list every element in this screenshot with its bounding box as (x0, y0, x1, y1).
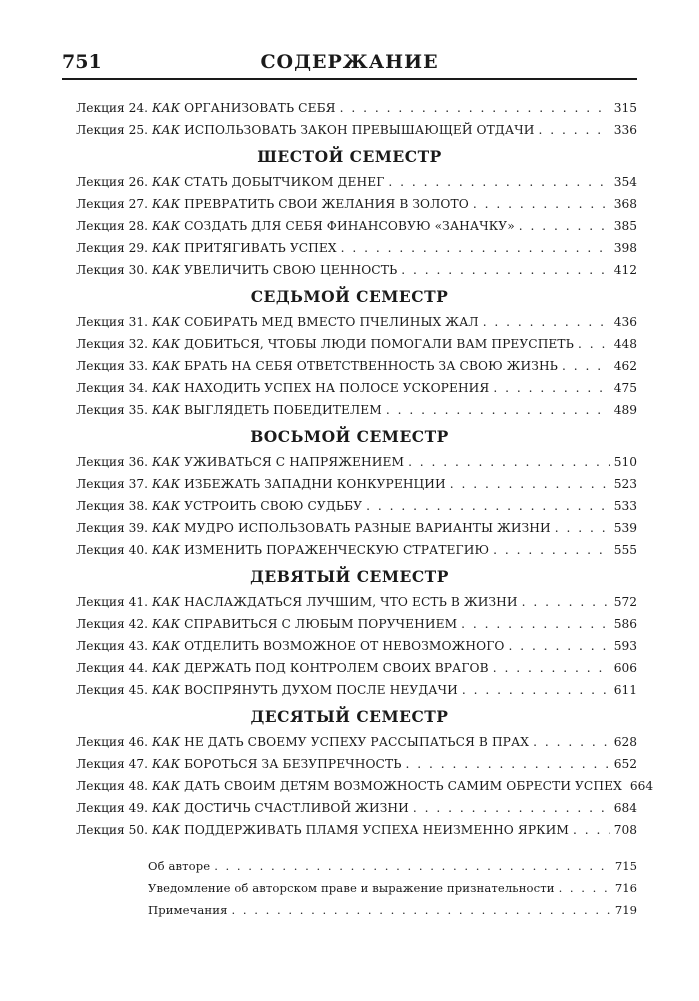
lecture-title: ИСПОЛЬЗОВАТЬ ЗАКОН ПРЕВЫШАЮЩЕЙ ОТДАЧИ (184, 123, 535, 137)
lecture-title: ИЗБЕЖАТЬ ЗАПАДНИ КОНКУРЕНЦИИ (184, 477, 446, 491)
page-ref: 716 (614, 881, 637, 895)
lecture-label: Лекция 28. (76, 219, 148, 233)
page-ref: 385 (613, 219, 637, 233)
lecture-title: ПРИТЯГИВАТЬ УСПЕХ (184, 241, 337, 255)
dot-leader (408, 451, 610, 473)
kak-prefix: КАК (152, 219, 181, 233)
toc-entry[interactable] (62, 473, 637, 495)
semester-heading: СЕДЬМОЙ СЕМЕСТР (250, 287, 449, 306)
table-of-contents (62, 97, 654, 921)
lecture-label: Лекция 29. (76, 241, 148, 255)
semester-heading: ДЕСЯТЫЙ СЕМЕСТР (250, 707, 449, 726)
kak-prefix: КАК (152, 263, 181, 277)
toc-entry[interactable] (62, 657, 637, 679)
dot-leader (473, 193, 610, 215)
dot-leader (562, 355, 610, 377)
page-ref: 539 (613, 521, 637, 535)
page-ref: 611 (613, 683, 637, 697)
page-ref: 533 (613, 499, 637, 513)
lecture-label: Лекция 32. (76, 337, 148, 351)
lecture-label: Лекция 50. (76, 823, 148, 837)
dot-leader (519, 215, 610, 237)
kak-prefix: КАК (152, 197, 181, 211)
page-ref: 708 (613, 823, 637, 837)
toc-entry[interactable] (62, 193, 637, 215)
toc-entry[interactable] (62, 119, 637, 141)
toc-entry[interactable] (62, 539, 637, 561)
toc-entry[interactable] (62, 753, 637, 775)
lecture-title: УВЕЛИЧИТЬ СВОЮ ЦЕННОСТЬ (184, 263, 398, 277)
lecture-title: СТАТЬ ДОБЫТЧИКОМ ДЕНЕГ (184, 175, 385, 189)
lecture-title: ДОСТИЧЬ СЧАСТЛИВОЙ ЖИЗНИ (184, 801, 409, 815)
lecture-title: ПОДДЕРЖИВАТЬ ПЛАМЯ УСПЕХА НЕИЗМЕННО ЯРКИМ (184, 823, 569, 837)
kak-prefix: КАК (152, 337, 181, 351)
dot-leader (555, 517, 610, 539)
lecture-title: ОТДЕЛИТЬ ВОЗМОЖНОЕ ОТ НЕВОЗМОЖНОГО (184, 639, 505, 653)
dot-leader (559, 877, 611, 899)
lecture-label: Лекция 31. (76, 315, 148, 329)
appendix-title: Об авторе (148, 859, 211, 873)
lecture-title: ДЕРЖАТЬ ПОД КОНТРОЛЕМ СВОИХ ВРАГОВ (184, 661, 489, 675)
lecture-label: Лекция 26. (76, 175, 148, 189)
toc-entry[interactable] (62, 679, 637, 701)
dot-leader (573, 819, 610, 841)
toc-entry[interactable] (62, 237, 637, 259)
dot-leader (483, 311, 610, 333)
kak-prefix: КАК (152, 241, 181, 255)
toc-entry[interactable] (62, 731, 637, 753)
kak-prefix: КАК (152, 123, 181, 137)
lecture-label: Лекция 38. (76, 499, 148, 513)
kak-prefix: КАК (152, 639, 181, 653)
lecture-label: Лекция 45. (76, 683, 148, 697)
dot-leader (578, 333, 610, 355)
kak-prefix: КАК (152, 543, 181, 557)
lecture-title: СОЗДАТЬ ДЛЯ СЕБЯ ФИНАНСОВУЮ «ЗАНАЧКУ» (184, 219, 515, 233)
lecture-label: Лекция 42. (76, 617, 148, 631)
lecture-label: Лекция 41. (76, 595, 148, 609)
page-ref: 555 (613, 543, 637, 557)
dot-leader (522, 591, 610, 613)
dot-leader (231, 899, 610, 921)
lecture-label: Лекция 36. (76, 455, 148, 469)
kak-prefix: КАК (152, 359, 181, 373)
kak-prefix: КАК (152, 477, 181, 491)
dot-leader (386, 399, 610, 421)
dot-leader (214, 855, 611, 877)
lecture-label: Лекция 25. (76, 123, 148, 137)
semester-heading: ШЕСТОЙ СЕМЕСТР (257, 147, 442, 166)
lecture-title: НАСЛАЖДАТЬСЯ ЛУЧШИМ, ЧТО ЕСТЬ В ЖИЗНИ (184, 595, 518, 609)
dot-leader (341, 237, 610, 259)
page-ref: 315 (613, 101, 637, 115)
page-ref: 436 (613, 315, 637, 329)
dot-leader (366, 495, 610, 517)
appendix-entry[interactable] (148, 877, 637, 899)
lecture-label: Лекция 48. (76, 779, 148, 793)
kak-prefix: КАК (152, 823, 181, 837)
page-ref: 628 (613, 735, 637, 749)
lecture-label: Лекция 46. (76, 735, 148, 749)
lecture-label: Лекция 47. (76, 757, 148, 771)
toc-entry[interactable] (62, 171, 637, 193)
kak-prefix: КАК (152, 617, 181, 631)
dot-leader (413, 797, 610, 819)
kak-prefix: КАК (152, 757, 181, 771)
lecture-title: НАХОДИТЬ УСПЕХ НА ПОЛОСЕ УСКОРЕНИЯ (184, 381, 490, 395)
kak-prefix: КАК (152, 779, 181, 793)
kak-prefix: КАК (152, 499, 181, 513)
lecture-title: ВЫГЛЯДЕТЬ ПОБЕДИТЕЛЕМ (184, 403, 382, 417)
page-ref: 368 (613, 197, 637, 211)
dot-leader (533, 731, 610, 753)
toc-entry[interactable] (62, 591, 637, 613)
lecture-label: Лекция 24. (76, 101, 148, 115)
lecture-label: Лекция 37. (76, 477, 148, 491)
lecture-title: СПРАВИТЬСЯ С ЛЮБЫМ ПОРУЧЕНИЕМ (184, 617, 458, 631)
kak-prefix: КАК (152, 521, 181, 535)
lecture-title: ИЗМЕНИТЬ ПОРАЖЕНЧЕСКУЮ СТРАТЕГИЮ (184, 543, 490, 557)
page-ref: 462 (613, 359, 637, 373)
page-ref: 684 (613, 801, 637, 815)
toc-entry[interactable] (62, 495, 637, 517)
dot-leader (538, 119, 609, 141)
page-ref: 652 (613, 757, 637, 771)
toc-entry[interactable] (62, 355, 637, 377)
dot-leader (493, 539, 610, 561)
lecture-label: Лекция 34. (76, 381, 148, 395)
page-number: 751 (62, 51, 102, 73)
page-ref: 572 (613, 595, 637, 609)
lecture-label: Лекция 39. (76, 521, 148, 535)
lecture-label: Лекция 33. (76, 359, 148, 373)
lecture-title: БОРОТЬСЯ ЗА БЕЗУПРЕЧНОСТЬ (184, 757, 402, 771)
dot-leader (493, 657, 610, 679)
toc-entry[interactable] (62, 775, 654, 797)
dot-leader (406, 753, 610, 775)
toc-entry[interactable] (62, 377, 637, 399)
page-title: СОДЕРЖАНИЕ (260, 51, 439, 73)
page-ref: 719 (614, 903, 637, 917)
page-ref: 715 (614, 859, 637, 873)
kak-prefix: КАК (152, 403, 181, 417)
page-ref: 664 (629, 779, 654, 793)
kak-prefix: КАК (152, 381, 181, 395)
dot-leader (493, 377, 609, 399)
lecture-title: ВОСПРЯНУТЬ ДУХОМ ПОСЛЕ НЕУДАЧИ (184, 683, 458, 697)
lecture-label: Лекция 40. (76, 543, 148, 557)
kak-prefix: КАК (152, 315, 181, 329)
lecture-label: Лекция 27. (76, 197, 148, 211)
kak-prefix: КАК (152, 735, 181, 749)
page-ref: 523 (613, 477, 637, 491)
page-ref: 586 (613, 617, 637, 631)
lecture-title: УСТРОИТЬ СВОЮ СУДЬБУ (184, 499, 363, 513)
page-ref: 412 (613, 263, 637, 277)
page-ref: 593 (613, 639, 637, 653)
lecture-title: ДОБИТЬСЯ, ЧТОБЫ ЛЮДИ ПОМОГАЛИ ВАМ ПРЕУСПЕТЬ (184, 337, 574, 351)
lecture-title: ДАТЬ СВОИМ ДЕТЯМ ВОЗМОЖНОСТЬ САМИМ ОБРЕСТИ УСПЕХ (184, 779, 622, 793)
toc-entry[interactable] (62, 797, 637, 819)
lecture-title: МУДРО ИСПОЛЬЗОВАТЬ РАЗНЫЕ ВАРИАНТЫ ЖИЗНИ (184, 521, 551, 535)
lecture-label: Лекция 49. (76, 801, 148, 815)
lecture-label: Лекция 35. (76, 403, 148, 417)
lecture-title: БРАТЬ НА СЕБЯ ОТВЕТСТВЕННОСТЬ ЗА СВОЮ ЖИЗНЬ (184, 359, 558, 373)
kak-prefix: КАК (152, 101, 181, 115)
toc-entry[interactable] (62, 259, 637, 281)
lecture-title: НЕ ДАТЬ СВОЕМУ УСПЕХУ РАССЫПАТЬСЯ В ПРАХ (184, 735, 530, 749)
appendix-entry[interactable] (148, 855, 637, 877)
kak-prefix: КАК (152, 595, 181, 609)
page-ref: 336 (613, 123, 637, 137)
dot-leader (462, 679, 610, 701)
dot-leader (340, 97, 610, 119)
toc-entry[interactable] (62, 399, 637, 421)
lecture-title: УЖИВАТЬСЯ С НАПРЯЖЕНИЕМ (184, 455, 405, 469)
toc-entry[interactable] (62, 333, 637, 355)
lecture-title: СОБИРАТЬ МЕД ВМЕСТО ПЧЕЛИНЫХ ЖАЛ (184, 315, 479, 329)
appendix-title: Примечания (148, 903, 228, 917)
lecture-label: Лекция 44. (76, 661, 148, 675)
kak-prefix: КАК (152, 661, 181, 675)
kak-prefix: КАК (152, 455, 181, 469)
toc-entry[interactable] (62, 97, 637, 119)
page-ref: 475 (613, 381, 637, 395)
dot-leader (450, 473, 610, 495)
dot-leader (401, 259, 609, 281)
appendix-entry[interactable] (148, 899, 637, 921)
lecture-title: ПРЕВРАТИТЬ СВОИ ЖЕЛАНИЯ В ЗОЛОТО (184, 197, 469, 211)
page-header (62, 50, 637, 80)
toc-entry[interactable] (62, 451, 637, 473)
page-ref: 510 (613, 455, 637, 469)
lecture-label: Лекция 43. (76, 639, 148, 653)
page-ref: 606 (613, 661, 637, 675)
page-ref: 354 (613, 175, 637, 189)
toc-entry[interactable] (62, 517, 637, 539)
dot-leader (461, 613, 610, 635)
toc-entry[interactable] (62, 311, 637, 333)
lecture-title: ОРГАНИЗОВАТЬ СЕБЯ (184, 101, 336, 115)
dot-leader (388, 171, 609, 193)
kak-prefix: КАК (152, 801, 181, 815)
kak-prefix: КАК (152, 175, 181, 189)
kak-prefix: КАК (152, 683, 181, 697)
toc-entry[interactable] (62, 635, 637, 657)
toc-entry[interactable] (62, 613, 637, 635)
semester-heading: ДЕВЯТЫЙ СЕМЕСТР (250, 567, 449, 586)
semester-heading: ВОСЬМОЙ СЕМЕСТР (250, 427, 449, 446)
appendix-section (62, 855, 637, 921)
appendix-title: Уведомление об авторском праве и выражение признательности (148, 881, 555, 895)
page-ref: 489 (613, 403, 637, 417)
page-ref: 448 (613, 337, 637, 351)
toc-entry[interactable] (62, 819, 637, 841)
dot-leader (508, 635, 609, 657)
toc-entry[interactable] (62, 215, 637, 237)
page-ref: 398 (613, 241, 637, 255)
lecture-label: Лекция 30. (76, 263, 148, 277)
